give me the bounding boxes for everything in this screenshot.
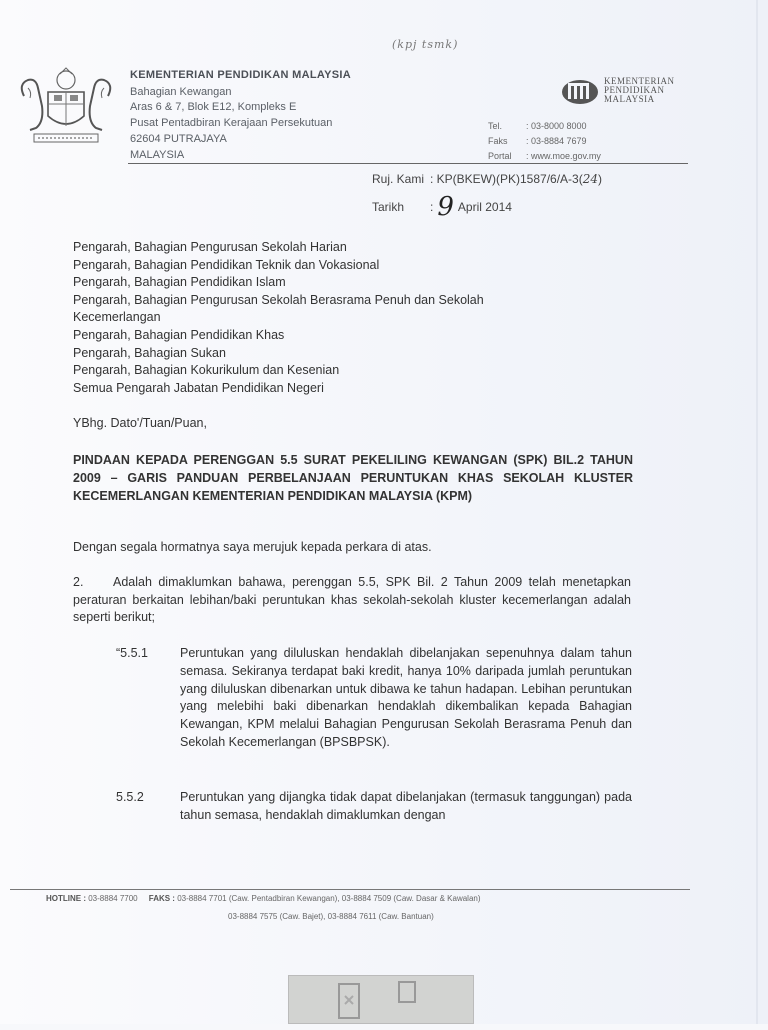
- recipient-line: Pengarah, Bahagian Pendidikan Teknik dan Vokasional: [73, 257, 380, 272]
- address-line: MALAYSIA: [130, 149, 185, 161]
- logo-text: [604, 77, 675, 104]
- date-value: April 2014: [457, 200, 512, 214]
- contact-tel-label: Tel.: [488, 121, 503, 131]
- footer-divider: [10, 889, 690, 890]
- address-line: Aras 6 & 7, Blok E12, Kompleks E: [130, 101, 297, 113]
- address-line: Bahagian Kewangan: [130, 86, 232, 98]
- clause-text: Peruntukan yang dijangka tidak dapat dibelanjakan (termasuk tanggungan) pada tahun semasa, hendaklah dimaklumkan dengan: [180, 790, 632, 822]
- reference-handwritten-number: 24: [582, 172, 598, 186]
- logo-text-line: MALAYSIA: [604, 94, 655, 104]
- paragraph-2: [73, 574, 631, 627]
- recipient-line: Pengarah, Bahagian Pendidikan Khas: [73, 327, 285, 342]
- recipient-line: Pengarah, Bahagian Pendidikan Islam: [73, 275, 286, 290]
- ministry-logo-icon: [560, 77, 600, 107]
- reference-close: ): [598, 172, 602, 186]
- ministry-name: KEMENTERIAN PENDIDIKAN MALAYSIA: [130, 69, 351, 81]
- logo-text-line: PENDIDIKAN: [604, 85, 665, 95]
- clause-5-5-1: [116, 645, 632, 752]
- paragraph-2-number: 2.: [73, 575, 84, 589]
- reference-value: : KP(BKEW)(PK)1587/6/A-3(: [430, 172, 583, 186]
- contact-fax-value: : 03-8884 7679: [526, 136, 587, 146]
- handwritten-note: (kpj tsmk): [392, 38, 459, 51]
- recipient-line: Semua Pengarah Jabatan Pendidikan Negeri: [73, 380, 324, 395]
- recipient-line: Kecemerlangan: [73, 310, 161, 325]
- address-line: Pusat Pentadbiran Kerajaan Persekutuan: [130, 117, 333, 129]
- recipient-line: Pengarah, Bahagian Kokurikulum dan Kesenian: [73, 363, 340, 378]
- contact-tel-value: : 03-8000 8000: [526, 121, 587, 131]
- clause-number: 5.5.2: [116, 790, 144, 804]
- contact-fax: [488, 136, 587, 146]
- page-edge: [756, 0, 758, 1024]
- contact-portal-label: Portal: [488, 151, 512, 161]
- reference-label: Ruj. Kami: [372, 172, 425, 186]
- clause-number: “5.5.1: [116, 646, 148, 660]
- coat-of-arms-icon: [14, 66, 118, 150]
- footer-fax-label: FAKS :: [148, 894, 175, 903]
- recipient-list: [73, 239, 573, 397]
- clause-text: Peruntukan yang diluluskan hendaklah dibelanjakan sepenuhnya dalam tahun semasa. Sekiranya terdapat baki kredit, hanya 10% daripada jumlah peruntukan yang diluluskan dibenarkan untuk dibawa ke tahun hadapan. Lebihan peruntukan yang melebihi baki dibenarkan hendaklah dikembalikan kepada Bahagian Kewangan, KPM melalui Bahagian Pengurusan Sekolah Berasrama Penuh dan Sekolah Kecemerlangan (BPSBPSK).: [180, 646, 632, 749]
- contact-fax-label: Faks: [488, 136, 508, 146]
- salutation: YBhg. Dato'/Tuan/Puan,: [73, 416, 207, 430]
- hotline-label: HOTLINE :: [46, 894, 86, 903]
- footer-hotline-line: [46, 894, 481, 903]
- recipient-line: Pengarah, Bahagian Pengurusan Sekolah Harian: [73, 240, 347, 254]
- letter-subject: PINDAAN KEPADA PERENGGAN 5.5 SURAT PEKELILING KEWANGAN (SPK) BIL.2 TAHUN 2009 – GARIS PANDUAN PERBELANJAAN PERUNTUKAN KHAS SEKOLAH KLUSTER KECEMERLANGAN KEMENTERIAN PENDIDIKAN MALAYSIA (KPM): [73, 453, 633, 503]
- reference-line: [372, 172, 602, 186]
- recipient-line: Pengarah, Bahagian Sukan: [73, 345, 226, 360]
- paragraph-2-text: Adalah dimaklumkan bahawa, perenggan 5.5, SPK Bil. 2 Tahun 2009 telah menetapkan peraturan berkaitan lebihan/baki peruntukan khas sekolah-sekolah kluster kecemerlangan adalah seperti berikut;: [73, 575, 631, 624]
- stamp-graphic-icon: [289, 976, 475, 1025]
- recipient-line: Pengarah, Bahagian Pengurusan Sekolah Berasrama Penuh dan Sekolah: [73, 292, 484, 307]
- address-line: 62604 PUTRAJAYA: [130, 133, 227, 145]
- footer-line-2: 03-8884 7575 (Caw. Bajet), 03-8884 7611 (Caw. Bantuan): [228, 912, 434, 921]
- logo-text-line: KEMENTERIAN: [604, 76, 675, 86]
- header-divider: [128, 163, 688, 164]
- contact-portal-value: : www.moe.gov.my: [526, 151, 601, 161]
- ministry-logo: [560, 77, 675, 107]
- paragraph-1: Dengan segala hormatnya saya merujuk kepada perkara di atas.: [73, 540, 432, 554]
- hotline-value: 03-8884 7700: [88, 894, 138, 903]
- date-label: Tarikh: [372, 200, 405, 214]
- clause-5-5-2: [116, 789, 632, 825]
- footer-fax-value: 03-8884 7701 (Caw. Pentadbiran Kewangan), 03-8884 7509 (Caw. Dasar & Kawalan): [177, 894, 481, 903]
- date-day-handwritten: 9: [437, 192, 454, 222]
- date-colon: :: [430, 200, 434, 214]
- scan-stamp-image: [288, 975, 474, 1024]
- contact-portal: [488, 151, 601, 161]
- date-line: [372, 188, 512, 222]
- contact-tel: [488, 121, 587, 131]
